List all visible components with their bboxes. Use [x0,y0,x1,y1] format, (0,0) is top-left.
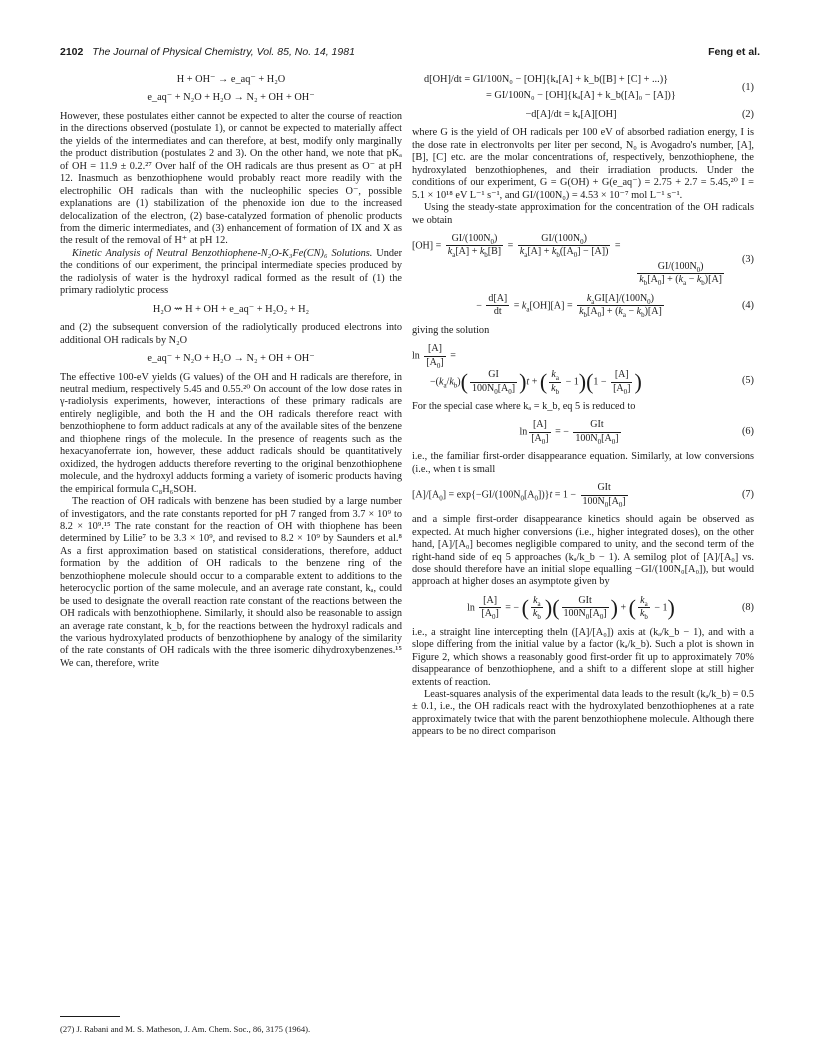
paragraph-kinetic-analysis [60,248,402,298]
equation-radiolysis: H₂O ⇝ H + OH + e_aq⁻ + H₂O₂ + H₂ [152,303,310,315]
paragraph-solution: giving the solution [412,324,490,336]
equation-2-number: (2) [741,108,754,120]
equation-7-number: (7) [741,488,754,500]
paragraph-figure-2: i.e., a straight line intercepting theln ([A]/[A₀]) axis at (kₐ/k_b − 1), and with a slope differing from the initial value by a factor (kₐ/k_b). Such a plot is shown in Figure 2, which shows a reasonably good first-order fit up to approximately 70% disappearance of benzothiophene, and a shift to a different slope at still higher extents of reaction. [412,626,754,688]
equation-5: ln $\frac{[A]}{[A_0]}$ = $-(k_a/k_b)$( $\frac{GI}{100N_0[A_0]}$ )t + ( $\frac{k_a}{k_b}$ − 1)(1 − $\frac{[A]}{[A_0]}$ ) (5) [412,343,754,396]
equation-8-number: (8) [741,601,754,613]
equation-2-body: −d[A]/dt = kₐ[A][OH] [525,108,617,120]
equation-electron-conversion: e_aq⁻ + N₂O + H₂O → N₂ + OH + OH⁻ [147,353,315,365]
footnote-27: (27) J. Rabani and M. S. Matheson, J. Am. Chem. Soc., 86, 3175 (1964). [60,1024,311,1034]
paragraph-rate-constants: The reaction of OH radicals with benzene has been studied by a large number of investigators, and the rate constants reported for pH 7 ranged from 3.7 × 10⁹ to 8.2 × 10⁹.¹⁵ The rate constant for the reaction of OH with thiophene has been determined by Lilie⁷ to be 3.3 × 10⁹, and revised to 8.2 × 10⁹ by Saunders et al.⁸ As a first approximation based on statistical considerations, therefore, adduct formation by the addition of OH radicals to the benzene ring of the benzothiophene molecule should occur to a comparable extent to additions to the heterocyclic portion of the same molecule, and an average rate constant, kₐ, could be used to designate the overall reaction rate constant of the reactions between the OH radicals with benzothiophene. Similarly, it should also be reasonable to assign an average rate constant, k_b, for the reactions between the hydroxyl radicals and the various hydroxylated products of benzothiophene by analogy of the similarity of the rate constants of OH radicals with the three isomeric dihydroxybenzenes.¹⁵ We can, therefore, write [60,496,402,669]
equation-5-number: (5) [741,374,754,386]
paragraph-low-conversion: i.e., the familiar first-order disappearance equation. Similarly, at low conversions (i.e., when t is small [412,451,754,475]
paragraph-definitions: where G is the yield of OH radicals per 100 eV of absorbed radiation energy, I is the dose rate in electronvolts per liter per second, N₀ is Avogadro's number, [A], [B], [C] etc. are the molar concentrations of, respectively, benzothiophene, the hydroxylated benzothiophenes, and their irradiation products. Under the conditions of our experiment, G = G(OH) + G(e_aq⁻) = 2.75 + 2.7 = 5.45,²⁰ I = 5.1 × 10¹⁸ eV L⁻¹ s⁻¹, and GI/(100N₀) = 4.53 × 10⁻⁷ mol L⁻¹ s⁻¹. [412,127,754,201]
equation-n2o-scavenging: e_aq⁻ + N₂O + H₂O → N₂ + OH + OH⁻ [147,92,315,104]
equation-electron-formation: H + OH⁻ → e_aq⁻ + H₂O [176,74,286,85]
equation-6: ln $\frac{[A]}{[A_0]}$ = − $\frac{\text{GIt}}{100N_0[A_0]}$ (6) [519,419,754,446]
equation-8: ln $\frac{[A]}{[A_0]}$ = − ( $\frac{k_a}{k_b}$ )( $\frac{\text{GIt}}{100N_0[A_0]}$ ) + ( $\frac{k_a}{k_b}$ − 1) (8) [467,594,754,622]
paragraph-g-values: The effective 100-eV yields (G values) of the OH and H radicals are therefore, in neutral medium, respectively 5.45 and 0.55.²⁰ On account of the low dose rates in γ-radiolysis experiments, however, interactions of these primary radicals are entirely negligible, and both the H and the OH radicals therefore react with benzothiophene to form adduct radicals at any of the available sites of the benzene and thiophene rings of the molecule. In the presence of reagents such as the hexacyanoferrate ion, however, these adduct radicals should be quantitatively oxidized, the hydrogen adducts therefore reverting to the original benzothiophene molecule, and the hydroxyl adducts forming a variety of isomeric products having the empirical formula C₈H₆SOH. [60,371,402,495]
journal-title: The Journal of Physical Chemistry, Vol. 85, No. 14, 1981 [92,46,355,58]
running-authors: Feng et al. [708,46,760,58]
section-run-in-body: Under the conditions of our experiment, the principal intermediate species produced by the radiolysis of water is the hydroxyl radical formed as the result of (1) the primary radiolytic process [60,247,402,297]
equation-1 [412,74,754,103]
equation-3: [OH] = $\frac{GI/(100N_0)}{k_a[A] + k_b[B]}$ = $\frac{GI/(100N_0)}{k_a[A] + k_b([A_0] - [A])}$ = $\frac{GI/(100N_0)}{k_b[A_0] + (k_a - k_b)[A]}$ (3) [412,232,754,288]
paragraph-high-conversion: and a simple first-order disappearance kinetics should again be observed as expected. At much higher conversions (i.e., higher integrated doses), on the other hand, [A]/[A₀] becomes negligible compared to unity, and the second term of the right-hand side of eq 5 approaches (kₐ/k_b − 1). A semilog plot of [A]/[A₀] vs. dose should therefore have an initial slope equalling −GI/(100N₀[A₀]), but would approach at higher doses an asymptote given by [412,514,754,588]
equation-4-number: (4) [741,299,754,311]
equation-1-number: (1) [741,82,754,94]
paragraph-special-case: For the special case where kₐ = k_b, eq 5 is reduced to [412,400,636,412]
paragraph-postulates: However, these postulates either cannot be expected to alter the course of reaction in the directions observed (postulate 1), or cannot be expected to materially affect the yields of the intermediates and can therefore, at best, modify only marginally the product distribution (postulates 2 and 3). On the other hand, we note that pKₐ of OH = 11.9 ± 0.2.²⁷ Over half of the OH radicals are thus present as O⁻ at pH 12. Inasmuch as benzothiophene would probably react more readily with the electrophilic OH radicals than with the nucleophilic species O⁻, possible explanations are (1) stabilization of the phenoxide ion due to the increased delocalization of the electron, (2) base-catalyzed formation of phenolic products from the dimeric intermediates, and (3) enhancement of formation of IX and X as the result of the removal of H⁺ at pH 12. [60,110,402,247]
left-column [60,68,402,670]
running-header [60,46,760,62]
equation-2 [412,109,754,121]
right-column [412,68,754,739]
equation-1-line-1: d[OH]/dt = GI/100N₀ − [OH]{kₐ[A] + k_b([B] + [C] + ...)} [424,74,669,85]
paragraph-conversion: and (2) the subsequent conversion of the radiolytically produced electrons into additional OH radicals by N₂O [60,322,402,346]
section-run-in-title: Kinetic Analysis of Neutral Benzothiophene-N₂O-K₃Fe(CN)₆ Solutions. [72,247,373,259]
paragraph-least-squares: Least-squares analysis of the experimental data leads to the result (kₐ/k_b) = 0.5 ± 0.1, i.e., the OH radicals react with the hydroxylated benzothiophenes at a rate approximately twice that with the parent benzothiophene molecule. Although there appears to be no direct comparison [412,689,754,738]
footnote-rule [60,1016,120,1017]
equation-1-line-2: = GI/100N₀ − [OH]{kₐ[A] + k_b([A]₀ − [A])} [486,90,676,102]
equation-4: − $\frac{d[A]}{dt}$ = $k_a[OH][A]$ = $\frac{k_aGI[A]/(100N_0)}{k_b[A_0] + (k_a - k_b)[A]}$ (4) [476,292,754,320]
paragraph-steady-state: Using the steady-state approximation for the concentration of the OH radicals we obtain [412,202,754,226]
equation-7: $[A]/[A_0] = \exp\{-GI/(100N_0[A_0])\}t = 1$ − $\frac{\text{GIt}}{100N_0[A_0]}$ (7) [412,482,754,509]
equation-3-number: (3) [741,253,754,265]
page-number: 2102 [60,46,84,58]
equation-6-number: (6) [741,426,754,438]
